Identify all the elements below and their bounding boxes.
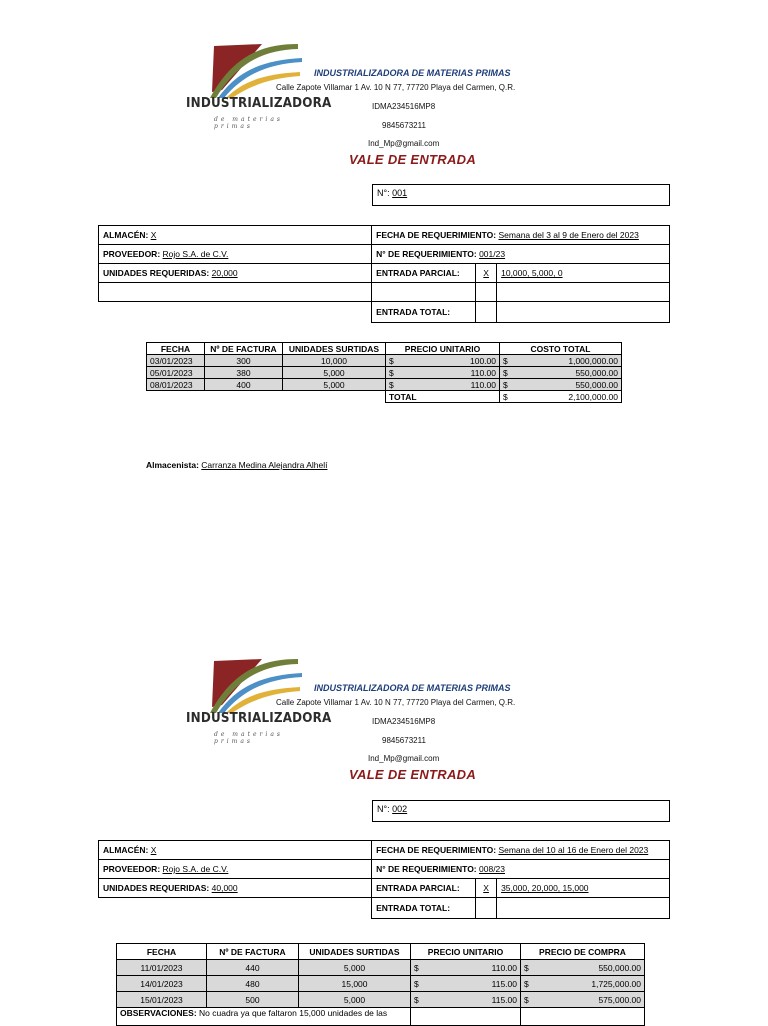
parcial-value-cell: 10,000, 5,000, 0 [497, 264, 670, 283]
observations-row [117, 1008, 645, 1026]
total-label: TOTAL [389, 391, 417, 402]
empty-space [99, 302, 372, 323]
company-name: INDUSTRIALIZADORA DE MATERIAS PRIMAS [314, 683, 511, 693]
company-phone: 9845673211 [382, 121, 426, 130]
vale-number-value: 001 [392, 188, 408, 198]
nreq-value: 001/23 [479, 249, 506, 259]
col-header: FECHA [147, 343, 205, 355]
fecha-cell: FECHA DE REQUERIMIENTO: Semana del 10 al 16 de Enero del 2023 [372, 841, 670, 860]
almacen-value: X [150, 230, 157, 240]
table-row: 14/01/2023 480 15,000 $ 115.00 $ 1,725,000.00 [117, 976, 645, 992]
total-label-cell: ENTRADA TOTAL: [372, 302, 476, 323]
logo-wordmark: INDUSTRIALIZADORA [186, 711, 332, 726]
vale-number-label: N°: [377, 188, 390, 198]
company-address: Calle Zapote Villamar 1 Av. 10 N 77, 77720 Playa del Carmen, Q.R. [276, 83, 516, 92]
observations-cell [117, 1008, 411, 1026]
col-header: FECHA [117, 944, 207, 960]
fecha-value: Semana del 10 al 16 de Enero del 2023 [498, 845, 649, 855]
parcial-mark-cell: X [476, 264, 497, 283]
nreq-cell: N° DE REQUERIMIENTO: 008/23 [372, 860, 670, 879]
col-header: Nº DE FACTURA [207, 944, 299, 960]
proveedor-cell: PROVEEDOR: Rojo S.A. de C.V. [99, 860, 372, 879]
total-value: 2,100,000.00 [568, 391, 618, 402]
unidades-value: 40,000 [211, 883, 238, 893]
parcial-value-cell: 35,000, 20,000, 15,000 [497, 879, 670, 898]
almacen-value: X [150, 845, 157, 855]
blank-cell [476, 283, 497, 302]
total-value-cell [497, 302, 670, 323]
company-rfc: IDMA234516MP8 [372, 717, 436, 726]
vale-number-label: N°: [377, 804, 390, 814]
unidades-cell: UNIDADES REQUERIDAS: 20,000 [99, 264, 372, 283]
logo-tagline: de materias primas [214, 731, 283, 745]
total-label-cell: ENTRADA TOTAL: [372, 898, 476, 919]
proveedor-value: Rojo S.A. de C.V. [162, 864, 229, 874]
logo-wordmark: INDUSTRIALIZADORA [186, 96, 332, 111]
col-header: COSTO TOTAL [500, 343, 622, 355]
requisition-form [98, 840, 670, 919]
total-mark-cell [476, 302, 497, 323]
almacen-cell: ALMACÉN: X [99, 226, 372, 245]
parcial-label-cell: ENTRADA PARCIAL: [372, 264, 476, 283]
proveedor-value: Rojo S.A. de C.V. [162, 249, 229, 259]
vale-number-box [372, 800, 670, 822]
company-email: Ind_Mp@gmail.com [368, 139, 440, 148]
observations-value: No cuadra ya que faltaron 15,000 unidades de las [199, 1008, 388, 1018]
table-row: 03/01/2023 300 10,000 $ 100.00 $ 1,000,000.00 [147, 355, 622, 367]
col-header: UNIDADES SURTIDAS [283, 343, 386, 355]
col-header: Nº DE FACTURA [205, 343, 283, 355]
blank-cell [521, 1008, 645, 1026]
document-title: VALE DE ENTRADA [349, 152, 477, 167]
logo-tagline: de materias primas [214, 116, 283, 130]
document-title: VALE DE ENTRADA [349, 767, 477, 782]
nreq-value: 008/23 [479, 864, 506, 874]
proveedor-cell: PROVEEDOR: Rojo S.A. de C.V. [99, 245, 372, 264]
fecha-value: Semana del 3 al 9 de Enero del 2023 [498, 230, 639, 240]
table-row: 05/01/2023 380 5,000 $ 110.00 $ 550,000.00 [147, 367, 622, 379]
empty-space [99, 898, 372, 919]
col-header: PRECIO DE COMPRA [521, 944, 645, 960]
almacen-cell: ALMACÉN: X [99, 841, 372, 860]
unidades-value: 20,000 [211, 268, 238, 278]
col-header: PRECIO UNITARIO [411, 944, 521, 960]
nreq-cell: N° DE REQUERIMIENTO: 001/23 [372, 245, 670, 264]
total-value-cell [497, 898, 670, 919]
parcial-mark-cell: X [476, 879, 497, 898]
table-row: 15/01/2023 500 5,000 $ 115.00 $ 575,000.00 [117, 992, 645, 1008]
company-address: Calle Zapote Villamar 1 Av. 10 N 77, 77720 Playa del Carmen, Q.R. [276, 698, 516, 707]
total-row: TOTAL $ 2,100,000.00 [147, 391, 622, 403]
items-table [146, 342, 622, 403]
almacenista-label: Almacenista: [146, 460, 199, 470]
blank-cell [372, 283, 476, 302]
fecha-cell: FECHA DE REQUERIMIENTO: Semana del 3 al 9 de Enero del 2023 [372, 226, 670, 245]
unidades-cell: UNIDADES REQUERIDAS: 40,000 [99, 879, 372, 898]
total-mark-cell [476, 898, 497, 919]
vale-number-value: 002 [392, 804, 408, 814]
company-phone: 9845673211 [382, 736, 426, 745]
parcial-label-cell: ENTRADA PARCIAL: [372, 879, 476, 898]
table-row: 11/01/2023 440 5,000 $ 110.00 $ 550,000.00 [117, 960, 645, 976]
col-header: UNIDADES SURTIDAS [299, 944, 411, 960]
items-table [116, 943, 645, 1026]
company-name: INDUSTRIALIZADORA DE MATERIAS PRIMAS [314, 68, 511, 78]
company-rfc: IDMA234516MP8 [372, 102, 436, 111]
blank-cell [99, 283, 372, 302]
almacenista-line [146, 460, 327, 470]
blank-cell [497, 283, 670, 302]
almacenista-value: Carranza Medina Alejandra Alhelí [201, 460, 328, 470]
requisition-form [98, 225, 670, 323]
blank-cell [411, 1008, 521, 1026]
col-header: PRECIO UNITARIO [386, 343, 500, 355]
company-email: Ind_Mp@gmail.com [368, 754, 440, 763]
table-row: 08/01/2023 400 5,000 $ 110.00 $ 550,000.00 [147, 379, 622, 391]
observations-label: OBSERVACIONES: [120, 1008, 197, 1018]
vale-number-box [372, 184, 670, 206]
